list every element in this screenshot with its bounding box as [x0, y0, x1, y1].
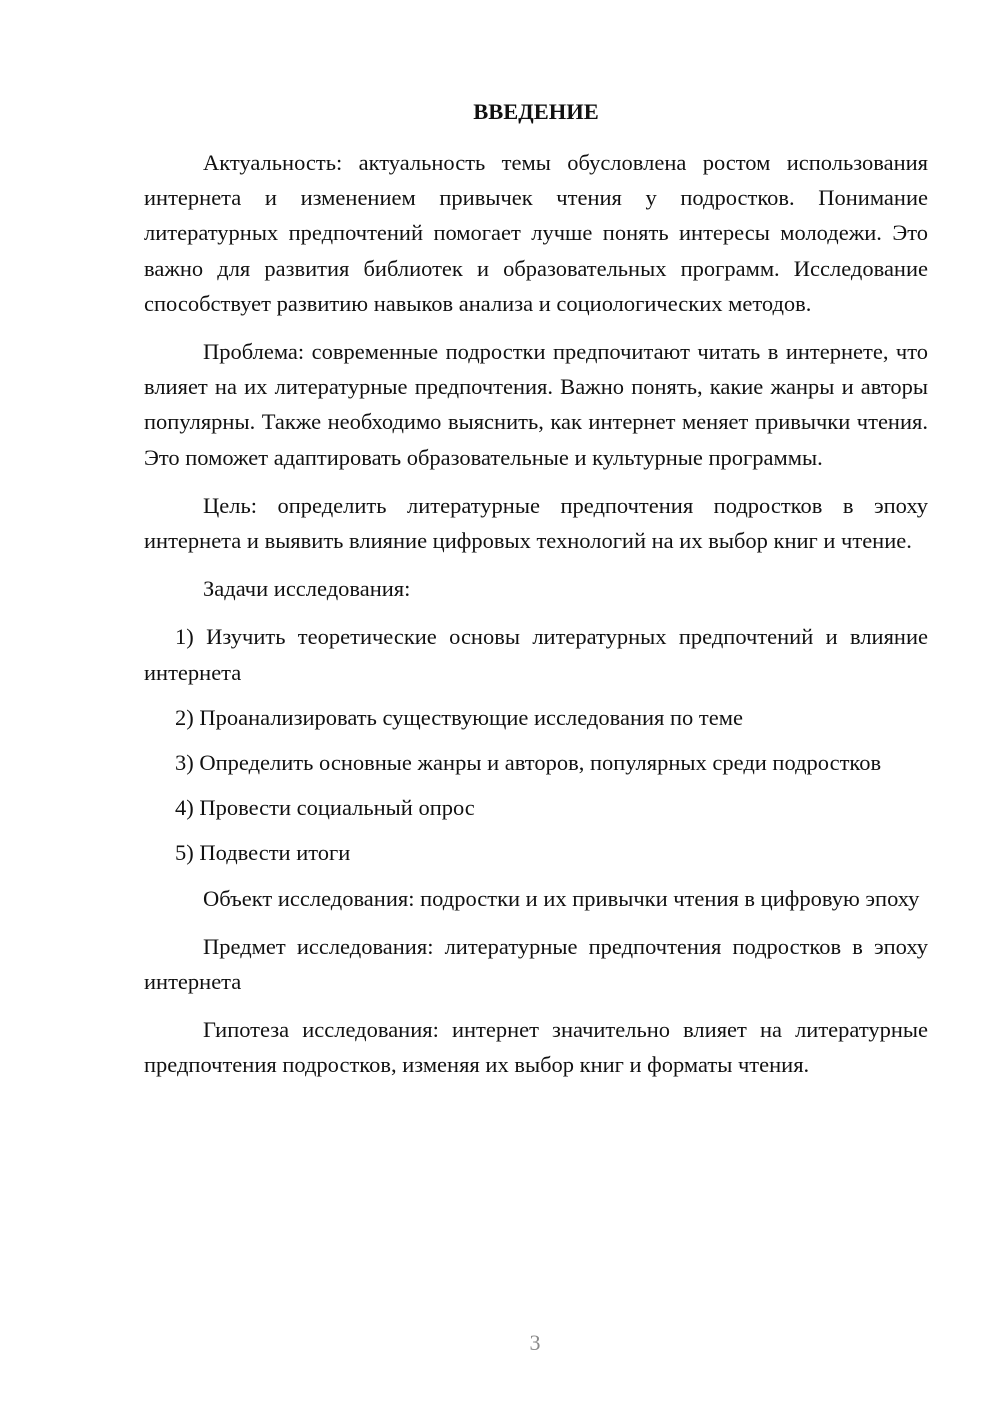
- section-title: ВВЕДЕНИЕ: [473, 99, 599, 124]
- page-content: [144, 94, 928, 1096]
- task-item-5: 5) Подвести итоги: [175, 840, 351, 866]
- task-item-2: 2) Проанализировать существующие исследования по теме: [175, 704, 743, 730]
- task-item-1: 1) Изучить теоретические основы литературных предпочтений и влияние интернета: [144, 624, 928, 685]
- paragraph-problem: Проблема: современные подростки предпочитают читать в интернете, что влияет на их литературные предпочтения. Важно понять, какие жанры и авторы популярны. Также необходимо выяснить, как интернет меняет привычки чтения. Это поможет адаптировать образовательные и культурные программы.: [144, 339, 928, 470]
- task-item-4: 4) Провести социальный опрос: [175, 795, 475, 821]
- paragraph-hypothesis: Гипотеза исследования: интернет значительно влияет на литературные предпочтения подростков, изменяя их выбор книг и форматы чтения.: [144, 1017, 928, 1078]
- paragraph-object: Объект исследования: подростки и их привычки чтения в цифровую эпоху: [203, 885, 920, 911]
- paragraph-relevance: Актуальность: актуальность темы обусловлена ростом использования интернета и изменением привычек чтения у подростков. Понимание литературных предпочтений помогает лучше понять интересы молодежи. Это важно для развития библиотек и образовательных программ. Исследование способствует развитию навыков анализа и социологических методов.: [144, 150, 928, 316]
- paragraph-goal: Цель: определить литературные предпочтения подростков в эпоху интернета и выявить влияние цифровых технологий на их выбор книг и чтение.: [144, 492, 928, 554]
- paragraph-subject: Предмет исследования: литературные предпочтения подростков в эпоху интернета: [144, 933, 928, 995]
- task-item-3: 3) Определить основные жанры и авторов, популярных среди подростков: [175, 750, 882, 776]
- page-number: 3: [529, 1330, 541, 1355]
- paragraph-tasks-heading: Задачи исследования:: [203, 576, 411, 602]
